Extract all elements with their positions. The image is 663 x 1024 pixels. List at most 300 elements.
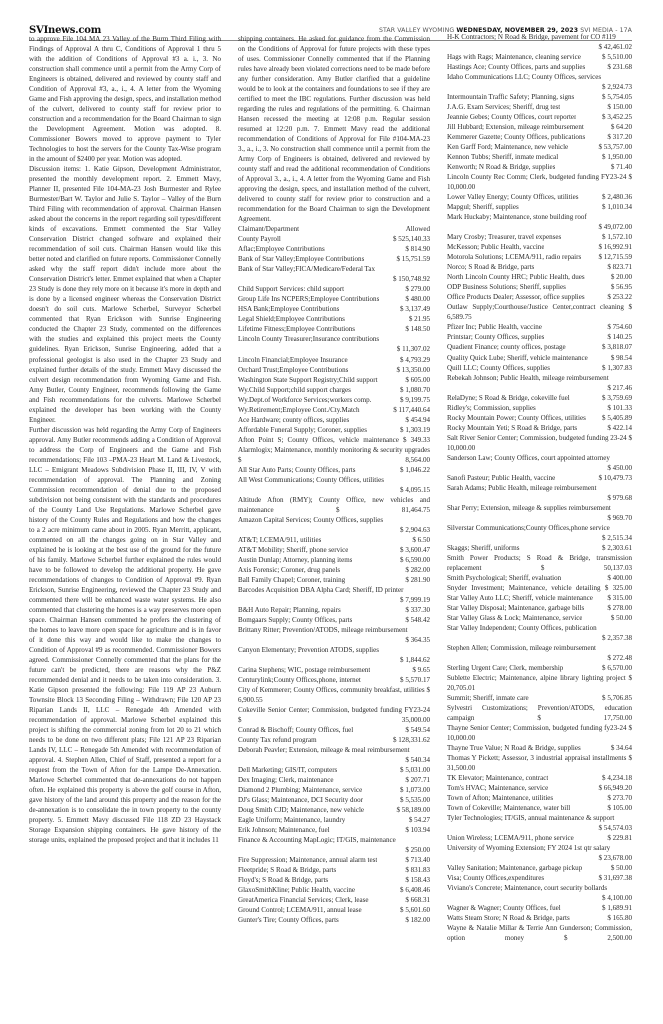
claim-row: [238, 405, 430, 415]
claim-amount: $ 1,950.00: [602, 153, 632, 162]
claim-amount: $ 6,589.75: [447, 303, 632, 322]
claim-name: HSA Bank;Employee Contributions: [238, 305, 340, 314]
claim-name: Alarmlogix; Maintenance, monthly monitoring & security upgrades: [238, 445, 430, 454]
claim-name: Afton Point S; County Offices, vehicle maintenance: [238, 435, 399, 444]
claim-row: [238, 745, 430, 765]
claim-name: Outlaw Supply;Courthouse/Justice Center,contract cleaning: [447, 303, 624, 312]
claim-amount: $ 56.95: [610, 283, 632, 292]
claim-name: North Lincoln County HRC; Public Health, dues: [447, 273, 585, 282]
claim-row: [447, 593, 632, 603]
claim-name: Office Products Dealer; Assessor, office supplies: [447, 293, 585, 302]
claim-amount: $ 49,072.00: [598, 223, 632, 232]
claim-row: [447, 152, 632, 162]
claim-amount: $ 3,452.25: [602, 113, 632, 122]
claim-name: Carina Stephens; WIC, postage reimbursement: [238, 665, 371, 674]
claim-row: [238, 615, 430, 625]
claim-amount: $ 3,759.69: [602, 393, 632, 402]
claim-amount: $ 979.68: [607, 493, 632, 502]
claim-amount: $ 5,570.17: [400, 676, 430, 684]
claim-row: [447, 803, 632, 813]
claim-amount: $ 253.22: [607, 293, 632, 302]
claim-row: [447, 292, 632, 302]
claim-name: Gunter's Tire; County Offices, parts: [238, 916, 339, 925]
claim-name: ODP Business Solutions; Sheriff, supplies: [447, 283, 566, 292]
claim-row: [238, 795, 430, 805]
claim-row: [238, 324, 430, 334]
claim-name: Cokeville Senior Center; Commission, budgeted funding FY23-24: [238, 706, 430, 715]
claim-name: DJ's Glass; Maintenance, DCI Security door: [238, 796, 363, 805]
claim-name: Motorola Solutions; LCEMA/911, radio repairs: [447, 253, 582, 262]
claim-row: [447, 583, 632, 593]
claim-name: Pfizer Inc; Public Health, vaccine: [447, 323, 542, 332]
claim-name: TK Elevator; Maintenance, contract: [447, 774, 549, 783]
claim-amount: $ 400.00: [607, 573, 632, 582]
claim-amount: $ 101.33: [607, 403, 632, 412]
claim-amount: $ 823.71: [607, 263, 632, 272]
claim-amount: $ 1,303.19: [400, 425, 430, 434]
claim-amount: $ 150.00: [607, 103, 632, 112]
claim-name: Smith Psychological; Sheriff, evaluation: [447, 573, 562, 582]
claim-amount: $ 272.48: [607, 653, 632, 662]
claim-row: [447, 923, 632, 943]
claim-name: Austin Dunlap; Attorney, planning items: [238, 555, 353, 564]
claim-amount: $ 6,408.46: [400, 886, 430, 895]
claim-name: Skaggs; Sheriff, uniforms: [447, 543, 520, 552]
claim-amount: $ 4,793.29: [400, 355, 430, 364]
claim-row: [447, 413, 632, 423]
claim-row: [447, 663, 632, 673]
claim-amount: $ 9.65: [412, 665, 430, 674]
claim-row: [238, 645, 430, 665]
claim-row: [238, 365, 430, 375]
claim-name: Sanofi Pasteur; Public Health, vaccine: [447, 473, 556, 482]
site-name: SVInews.com: [29, 25, 102, 36]
claim-name: Centurylink;County Offices,phone, internet: [238, 676, 361, 684]
claim-row: [447, 72, 632, 92]
claim-row: [238, 304, 430, 314]
claim-row: [447, 833, 632, 843]
claim-row: [447, 913, 632, 923]
claim-row: [238, 244, 430, 254]
claim-row: [238, 395, 430, 405]
claim-amount: $ 1,080.70: [400, 385, 430, 394]
claim-row: [447, 643, 632, 663]
claim-amount: $ 182.00: [405, 916, 430, 925]
allowed-header: Allowed: [405, 225, 430, 234]
claim-name: H-K Contractors; N Road & Bridge, pavement for CO #119: [447, 33, 616, 41]
claim-amount: $ 1,073.00: [400, 786, 430, 795]
claim-name: All Star Auto Parts; County Offices, parts: [238, 465, 356, 474]
claim-amount: $ 6.50: [412, 535, 430, 544]
claim-name: Axis Forensic; Coroner, drug panels: [238, 565, 341, 574]
claim-amount: $ 969.70: [607, 513, 632, 522]
claim-row: [238, 765, 430, 775]
claim-row: [447, 373, 632, 393]
claim-name: University of Wyoming Extension; FY 2024 1st qtr salary: [447, 844, 611, 853]
claim-name: Wy.Child Support;child support charges: [238, 385, 351, 394]
claims-table-header: [238, 224, 430, 234]
claim-amount: $ 450.00: [607, 463, 632, 472]
claim-name: Valley Sanitation; Maintenance, garbage pickup: [447, 864, 583, 873]
claim-row: [238, 445, 430, 465]
claim-row: [238, 625, 430, 645]
claim-row: [447, 553, 632, 573]
claim-row: [447, 32, 632, 52]
claim-row: [447, 192, 632, 202]
claim-row: [238, 585, 430, 605]
claim-amount: $ 1,689.91: [602, 904, 632, 913]
claims-list: [238, 234, 430, 925]
claim-row: [238, 495, 430, 515]
claim-name: Star Valley Independent; County Offices, publication: [447, 623, 597, 632]
claim-amount: $ 480.00: [405, 295, 430, 304]
claim-name: Orchard Trust;Employee Contributions: [238, 365, 349, 374]
claim-row: [447, 703, 632, 723]
claim-row: [238, 264, 430, 284]
claim-row: [447, 112, 632, 122]
claim-row: [238, 685, 430, 705]
claim-amount: $ 5,754.05: [602, 93, 632, 102]
claim-row: [447, 473, 632, 483]
claim-amount: $ 540.34: [405, 756, 430, 765]
claim-amount: $ 1,307.83: [602, 363, 632, 372]
claim-name: Fleetpride; S Road & Bridge, parts: [238, 866, 337, 875]
claim-amount: $ 364.35: [405, 635, 430, 644]
claim-name: Group Life Ins NCPERS;Employee Contributions: [238, 295, 380, 304]
claim-row: [447, 363, 632, 373]
claim-row: [447, 423, 632, 433]
claim-row: [447, 573, 632, 583]
claim-amount: $ 117,440.64: [393, 405, 430, 414]
claim-row: [447, 252, 632, 262]
claim-row: [447, 453, 632, 473]
claim-name: Bank of Star Valley;FICA/Medicare/Federal Tax: [238, 265, 376, 274]
claim-row: [447, 272, 632, 282]
claim-name: RelaDyne; S Road & Bridge, cokeville fuel: [447, 393, 570, 402]
claim-name: Lower Valley Energy; County Offices, utilities: [447, 193, 579, 202]
claim-amount: $ 148.50: [405, 325, 430, 334]
claim-amount: $ 3,818.07: [602, 343, 632, 352]
claim-row: [447, 843, 632, 863]
claim-row: [238, 355, 430, 365]
claim-name: Floyd's; S Road & Bridge, parts: [238, 876, 329, 885]
claim-amount: $ 53,757.00: [598, 143, 632, 152]
claim-row: [238, 234, 430, 244]
claim-row: [238, 575, 430, 585]
claim-name: County Payroll: [238, 235, 281, 244]
claim-row: [238, 895, 430, 905]
claim-name: Erik Johnson; Maintenance, fuel: [238, 826, 330, 835]
claim-name: Rebekah Johnson; Public Health, mileage reimbursement: [447, 373, 609, 382]
claim-name: Lincoln County Treasurer;Insurance contributions: [238, 335, 380, 344]
claim-amount: $ 1,572.10: [602, 233, 632, 242]
claim-name: Quality Quick Lube; Sheriff, vehicle maintenance: [447, 353, 588, 362]
claim-row: [447, 873, 632, 883]
claim-amount: $ 217.46: [607, 383, 632, 392]
claim-amount: $ 6,590.00: [400, 555, 430, 564]
claim-name: Ball Family Chapel; Coroner, training: [238, 575, 346, 584]
claim-amount: $ 64.20: [610, 123, 632, 132]
claim-row: [238, 825, 430, 835]
claim-amount: $ 349.33: [402, 435, 430, 444]
claim-name: Affordable Funeral Supply; Coroner, supplies: [238, 425, 367, 434]
claim-amount: $ 71.40: [610, 163, 632, 172]
claim-row: [238, 254, 430, 264]
claim-amount: $ 422.14: [607, 423, 632, 432]
claim-amount: $ 12,715.59: [598, 253, 632, 262]
claim-row: [447, 212, 632, 232]
claim-amount: $ 10,479.73: [598, 473, 632, 482]
claim-amount: $ 1,046.22: [400, 465, 430, 474]
claim-name: Wy.Dept.of Workforce Services;workers comp.: [238, 395, 372, 404]
claim-amount: $ 20,705.01: [447, 674, 632, 693]
claim-name: Washington State Support Registry;Child support: [238, 375, 378, 384]
claim-row: [447, 322, 632, 332]
claim-amount: $ 42,461.02: [598, 43, 632, 52]
claim-row: [447, 92, 632, 102]
claim-row: [447, 503, 632, 523]
claim-name: Tom's HVAC; Maintenance, service: [447, 784, 549, 793]
claim-name: Sarah Adams; Public Health, mileage reimbursement: [447, 483, 597, 492]
claim-name: Wy.Retirement;Employee Cont./Cty.Match: [238, 405, 360, 414]
claim-name: B&H Auto Repair; Planning, repairs: [238, 605, 341, 614]
claim-name: Norco; S Road & Bridge, parts: [447, 263, 535, 272]
claim-amount: $ 66,949.20: [598, 784, 632, 793]
claim-name: AT&T Mobility; Sheriff, phone service: [238, 545, 349, 554]
claim-amount: $ 668.31: [405, 896, 430, 905]
claim-amount: $ 5,706.85: [602, 694, 632, 703]
claim-name: J.A.G. Exam Services; Sheriff, drug test: [447, 103, 561, 112]
claim-amount: $ 54,574.03: [598, 824, 632, 833]
claim-amount: $ 10,000.00: [447, 173, 632, 192]
claim-name: AT&T; LCEMA/911, utilities: [238, 535, 322, 544]
claim-row: [447, 723, 632, 743]
claim-row: [447, 202, 632, 212]
claim-name: Deborah Peavler; Extension, mileage & meal reimbursement: [238, 746, 410, 755]
claim-amount: $ 3,600.47: [400, 545, 430, 554]
claim-amount: $ 10,000.00: [447, 433, 632, 452]
column-2-claims: [238, 34, 430, 925]
claim-row: [238, 314, 430, 324]
claim-amount: $ 278.00: [607, 603, 632, 612]
claim-row: [447, 523, 632, 543]
claim-row: [238, 815, 430, 825]
claim-row: [447, 262, 632, 272]
claim-row: [238, 835, 430, 855]
claim-row: [238, 605, 430, 615]
claim-name: Star Valley Auto LLC; Sheriff, vehicle maintenance: [447, 593, 593, 602]
claim-amount: $ 128,331.62: [393, 736, 430, 745]
claim-name: Wayne & Natalie Millar & Terrie Ann Gunderson; Commission, option money: [447, 924, 632, 943]
claim-row: [447, 753, 632, 773]
claim-amount: $ 140.25: [607, 333, 632, 342]
claim-name: Thayne Senior Center; Commission, budgeted funding fy23-24: [447, 724, 627, 733]
claim-amount: $ 282.00: [405, 565, 430, 574]
claim-name: Idaho Communications LLC; County Offices, services: [447, 73, 602, 82]
claim-amount: $ 50.00: [610, 864, 632, 873]
claim-row: [447, 242, 632, 252]
claim-row: [447, 302, 632, 322]
claim-name: Diamond 2 Plumbing; Maintenance, service: [238, 786, 363, 795]
claim-row: [447, 433, 632, 453]
claim-amount: $ 207.71: [405, 776, 430, 785]
claim-row: [447, 883, 632, 903]
minutes-paragraph: to approve File 104 MA 23 Valley of the Burm Third Filing with Findings of Approval A thru C, Conditions of Approval 1 thru 5 with the addition of Conditions of Approval #3 a. i., 3. No construction shall commence until a permit from the Army Corp of Engineers is obtained, delivered and reviewed by county staff and Condition of Approval #3, a., i., 4. A letter from the Wyoming Game and Fish approving the design, specs, and installation method of the culvert, delivered to county staff for review prior to construction and a recommendation for the Board Chairman to sign the Development Agreement. Motion was adopted. 8. Commissioner Bowers moved to approve payment to Tyler Technologies to host the servers for the County Tax-Wise program in the amount of $2400 per year. Motion was adopted.: [29, 35, 221, 164]
claim-row: [447, 332, 632, 342]
claim-row: [447, 102, 632, 112]
claim-amount: $ 5,535.00: [400, 796, 430, 805]
claim-row: [238, 805, 430, 815]
claim-row: [238, 675, 430, 685]
claim-name: Intermountain Traffic Safety; Planning, signs: [447, 93, 575, 102]
claim-name: Brittany Ritter; Prevention/ATODS, mileage reimbursement: [238, 625, 408, 634]
claim-amount: $ 10,000.00: [447, 724, 632, 743]
claim-row: [447, 743, 632, 753]
claim-name: Ken Garff Ford; Maintenance, new vehicle: [447, 143, 569, 152]
claim-name: Lincoln County Rec Comm; Clerk, budgeted funding FY23-24: [447, 173, 627, 182]
claim-row: [447, 172, 632, 192]
claim-row: [447, 342, 632, 352]
claim-amount: $ 454.94: [405, 415, 430, 424]
claim-amount: $ 13,350.00: [396, 365, 430, 374]
minutes-paragraph: shipping containers. He asked for guidance from the Commission on the Conditions of Approval for future projects with these types of uses. Commissioner Connelly commented that if the Planning rules have already been violated corrections need to be made before any further consideration. Amy Butler clarified that a guideline would be to look at the containers and foundations to see if they are certified to meet the IBC regulations. Further discussion was held regarding the rules and regulations of the permitting. 6. Chairman Hansen recessed the meeting at 12:08 p.m. Regular session resumed at 12:20 p.m. 7. Emmett Mavy read the additional recommendation of Conditions of Approval for File #104-MA-23 3., a., i., 3. No construction shall commence until a permit from the Army Corp of Engineers is obtained, delivered and reviewed by county staff and read the additional recommendation of Conditions of Approval 3., a., i., 4. A letter from the Wyoming Game and Fish approving the design, specs, and installation method of the culvert, delivered to county staff for review prior to construction and a recommendation for the Board Chairman to sign the Development Agreement.: [238, 35, 430, 224]
claim-row: [238, 885, 430, 895]
claim-name: All West Communications; County Offices, utilities: [238, 475, 384, 484]
claim-name: Lifetime Fitness;Employee Contributions: [238, 325, 356, 334]
claim-amount: $ 31,500.00: [447, 754, 632, 773]
claim-amount: $ 15,751.59: [396, 255, 430, 264]
claim-row: [238, 855, 430, 865]
claim-amount: $ 231.68: [607, 63, 632, 72]
claim-row: [238, 515, 430, 535]
claim-row: [447, 232, 632, 242]
claim-amount: $ 4,234.18: [602, 774, 632, 783]
claim-name: Doug Smith CJD; Maintenance, new vehicle: [238, 806, 365, 815]
claim-row: [238, 415, 430, 425]
claim-name: Visa; County Offices,expenditures: [447, 874, 545, 883]
claim-row: [447, 162, 632, 172]
claim-amount: $ 548.42: [405, 615, 430, 624]
claim-amount: $ 34.64: [610, 744, 632, 753]
claim-name: Bank of Star Valley;Employee Contributions: [238, 255, 365, 264]
claim-row: [447, 142, 632, 152]
claim-amount: $ 525,140.33: [393, 235, 430, 244]
claim-amount: $ 3,137.49: [400, 305, 430, 314]
claim-row: [447, 603, 632, 613]
claim-row: [447, 393, 632, 403]
claim-amount: $ 98.54: [610, 353, 632, 362]
claim-name: Legal Shield;Employee Contributions: [238, 315, 345, 324]
claim-amount: $ 337.30: [405, 605, 430, 614]
claim-name: Thayne True Value; N Road & Bridge, supplies: [447, 744, 581, 753]
claim-name: Smith Power Products; S Road & Bridge, transmission replacement: [447, 553, 632, 572]
claim-name: Ace Hardware; county offices, supplies: [238, 415, 350, 424]
claim-amount: $ 5,405.89: [602, 413, 632, 422]
claim-amount: $ 1,844.62: [400, 655, 430, 664]
claim-row: [238, 385, 430, 395]
claim-name: Jeannie Gebes; County Offices, court reporter: [447, 113, 577, 122]
column-3-claims: [447, 32, 632, 943]
claim-amount: $ 11,307.02: [396, 345, 430, 354]
claim-row: [238, 735, 430, 745]
claim-amount: $ 325.00: [604, 583, 633, 592]
claim-name: Printstar; County Offices, supplies: [447, 333, 545, 342]
claim-row: [447, 613, 632, 623]
claim-amount: $ 317.20: [607, 133, 632, 142]
claim-amount: $ 50.00: [610, 613, 632, 622]
claim-name: Eagle Uniform; Maintenance, laundry: [238, 816, 346, 825]
claim-amount: $ 6,900.55: [238, 686, 430, 705]
claim-amount: $ 165.80: [607, 914, 632, 923]
claim-amount: $ 23,678.00: [598, 854, 632, 863]
claim-name: Quadient Finance; county offices, postage: [447, 343, 566, 352]
claim-name: Finance & Accounting MapLogic; IT/GIS, maintenance: [238, 836, 396, 845]
claim-name: Canyon Elementary; Prevention ATODS, supplies: [238, 645, 379, 654]
claim-amount: $ 20.00: [610, 273, 632, 282]
claim-name: Aflac;Employee Contributions: [238, 245, 325, 254]
claim-name: Wagner & Wagner; County Offices, fuel: [447, 904, 561, 913]
claim-amount: $ 4,100.00: [602, 894, 632, 903]
claim-row: [447, 793, 632, 803]
claim-amount: $ 2,500.00: [563, 934, 632, 943]
claim-amount: $ 103.94: [405, 826, 430, 835]
claim-name: Kennon Tubbs; Sheriff, inmate medical: [447, 153, 559, 162]
claim-name: Kemmerer Gazette; County Offices, publications: [447, 133, 586, 142]
claim-row: [238, 785, 430, 795]
claim-name: Bomgaars Supply; County Offices, parts: [238, 615, 353, 624]
claim-row: [238, 375, 430, 385]
claim-amount: $ 315.00: [607, 593, 632, 602]
claim-name: County Tax refund program: [238, 736, 317, 745]
claim-row: [447, 863, 632, 873]
claim-name: Mapgul; Sheriff, supplies: [447, 203, 519, 212]
claim-row: [238, 705, 430, 725]
claim-row: [238, 725, 430, 735]
claim-name: Town of Cokeville; Maintenance, water bill: [447, 804, 571, 813]
claim-row: [238, 535, 430, 545]
claim-name: Stephen Allen; Commission, mileage reimbursement: [447, 643, 596, 652]
claim-row: [447, 813, 632, 833]
claim-name: Summit; Sheriff, inmate care: [447, 694, 529, 703]
claim-name: Ridley's; Commission, supplies: [447, 403, 536, 412]
claim-amount: $ 5,601.60: [400, 906, 430, 915]
claim-row: [238, 334, 430, 354]
column-1-minutes: [29, 34, 221, 845]
claim-name: Jill Hubbard; Extension, mileage reimbursement: [447, 123, 584, 132]
claim-row: [238, 545, 430, 555]
claim-name: Barcodes Acquisition DBA Alpha Card; Sheriff, ID printer: [238, 585, 404, 594]
claim-row: [238, 465, 430, 475]
claim-name: Rocky Mountain Power; County Offices, utilities: [447, 413, 586, 422]
minutes-paragraph: Further discussion was held regarding the Army Corp of Engineers approval. Amy Butler recommends adding a Condition of Approval to address the Corp of Engineers and the Game and Fish recommendations; File 103 –PMA-23 Heart M. Land & Livestock, LLC – Emigrant Meadows Subdivision Phase II, III, IV, V with recommendation of approval. The Planning and Zoning Commission recommendation of denial due to the proposed subdivision not being consistent with the standards and procedures of the County Land Use Regulations. Marlowe Scherbel gave history of the County Rules and Regulations and how the changes to a 2 acre minimum came about in 2005. Ryan Merritt, applicant, commented on all the changes going on in Star Valley and explained he is looking at the best use of the ground for the future of his family. Marlowe Scherbel further explained the rules would have to be followed to develop the additional property. He gave recommendations of changes to Condition of Approval #9. Ryan Erickson, Sunrise Engineering, reviewed the Chapter 23 Study and commented there will be enhanced waste water systems. He also commented that clustering the homes is a way preserves more open space. Chairman Hansen commented he prefers the clustering of the homes to leave more open space for agriculture and is in favor of it done this way and would like to make the changes to Condition of Approval #9 as recommended. Commissioner Bowers agreed. Commissioner Connelly commented that the plans for the future can't be predicted, there are reasons why the P&Z recommended denial and it needs to be taken into consideration. 3. Katie Gipson presented the following: File 119 AP 23 Auburn Townsite Block 13 Seconding Filing – Withdrawn; File 120 AP 23 Riparian Lands II, LLC – Renegade 4th Amended with recommendation of approval. Marlowe Scherbel explained this project is shifting the commercial zoning from lot 20 to 21 which needs to be done on two different plats; File 121 AP 23 Riparian Lands IV, LLC – Renegade 5th Amended with recommendation of approval. 4. Stephen Allen, Chief of Staff, presented a report for a request from the Town of Afton for the Lampe De-Annexation. Marlowe Scherbel commented that de-annexations do not happen often. He explained this property is above the golf course in Afton, gave history of the land around this property and the reason for the de-annexation is to consolidate the in town property to the county property. 5. Emmett Mavy discussed File 118 ZD 23 Haystack Storage Expansion shipping containers. He gave history of the storage units, explained the proposed project and that it includes 11: [29, 425, 221, 845]
claim-amount: $ 21.95: [408, 315, 430, 324]
claim-row: [447, 132, 632, 142]
claim-row: [447, 282, 632, 292]
claim-amount: $ 2,357.38: [602, 633, 632, 642]
claim-row: [447, 483, 632, 503]
claim-amount: $ 5,510.00: [602, 53, 632, 62]
claim-name: Town of Afton; Maintenance, utilities: [447, 794, 554, 803]
claim-row: [238, 915, 430, 925]
claim-name: Sterling Urgent Care; Clerk, membership: [447, 663, 564, 672]
claim-row: [447, 403, 632, 413]
claim-amount: $ 35,000.00: [238, 716, 430, 725]
claim-amount: $ 250.00: [405, 846, 430, 855]
claim-row: [447, 673, 632, 693]
claim-row: [238, 425, 430, 435]
claim-name: Ground Control; LCEMA/911, annual lease: [238, 906, 362, 915]
claim-amount: $ 2,924.73: [602, 83, 632, 92]
